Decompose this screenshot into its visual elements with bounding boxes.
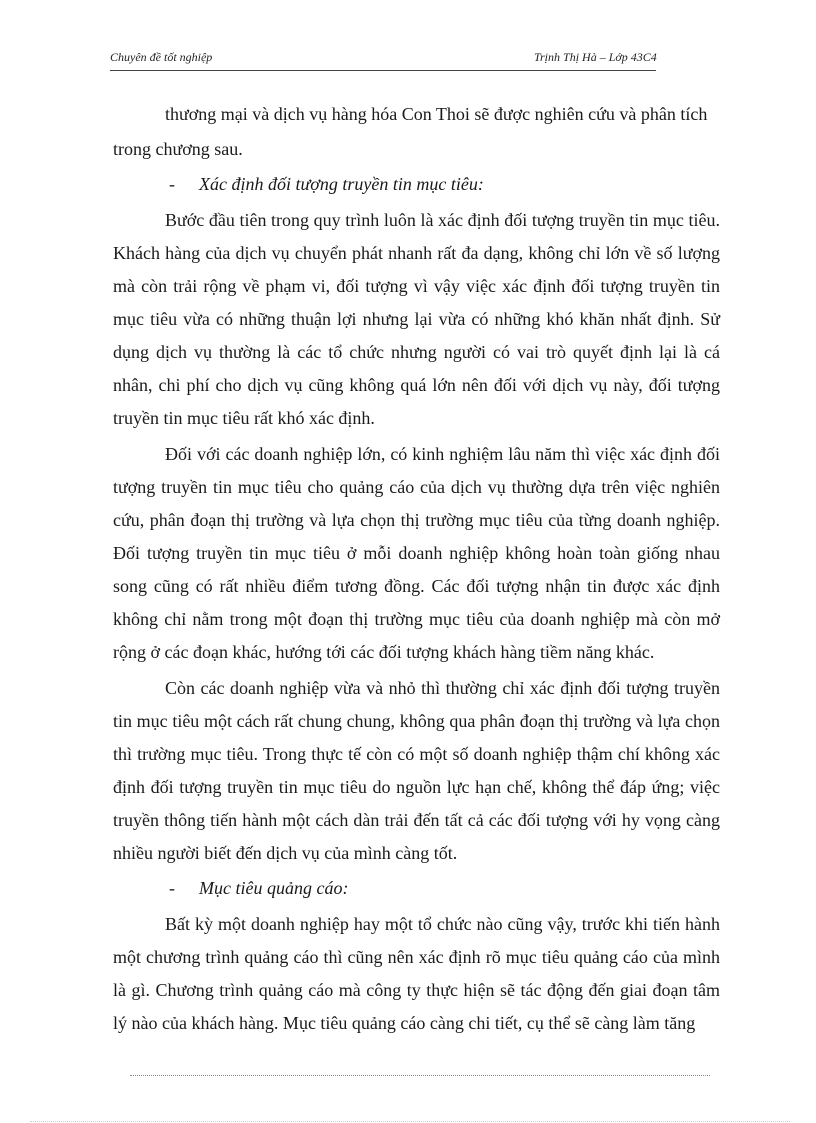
paragraph-text: Còn các doanh nghiệp vừa và nhỏ thì thường chỉ xác định đối tượng truyền tin mục tiêu một cách rất chung chung, không qua phân đoạn thị trường và lựa chọn thì trường mục tiêu. Trong thực tế còn có một số doanh nghiệp thậm chí không xác định đối tượng truyền tin mục tiêu do nguồn lực hạn chế, không thể đáp ứng; việc truyền thông tiến hành một cách dàn trải đến tất cả các đối tượng với hy vọng càng nhiều người biết đến dịch vụ của mình càng tốt. <box>113 678 720 863</box>
footer-divider <box>130 1075 710 1076</box>
paragraph <box>113 204 720 435</box>
paragraph-continuation <box>165 98 720 131</box>
header-divider <box>110 70 656 71</box>
bullet-dash: - <box>169 878 175 898</box>
paragraph <box>113 672 720 870</box>
paragraph-text: Bất kỳ một doanh nghiệp hay một tổ chức nào cũng vậy, trước khi tiến hành một chương trình quảng cáo thì cũng nên xác định rõ mục tiêu quảng cáo của mình là gì. Chương trình quảng cáo mà công ty thực hiện sẽ tác động đến giai đoạn tâm lý nào của khách hàng. Mục tiêu quảng cáo càng chi tiết, cụ thể sẽ càng làm tăng <box>113 914 720 1033</box>
header-document-type: Chuyên đề tốt nghiệp <box>110 50 213 64</box>
bullet-heading-text: Mục tiêu quảng cáo: <box>199 878 349 898</box>
paragraph <box>113 438 720 669</box>
header-author: Trịnh Thị Hà – Lớp 43C4 <box>534 50 657 64</box>
page-bottom-edge <box>30 1121 790 1122</box>
paragraph-line: thương mại và dịch vụ hàng hóa Con Thoi sẽ được nghiên cứu và phân tích <box>165 104 708 124</box>
bullet-heading <box>165 168 720 201</box>
document-body <box>113 98 720 1040</box>
bullet-dash: - <box>169 174 175 194</box>
bullet-heading-text: Xác định đối tượng truyền tin mục tiêu: <box>199 174 484 194</box>
paragraph-text: Bước đầu tiên trong quy trình luôn là xác định đối tượng truyền tin mục tiêu. Khách hàng của dịch vụ chuyển phát nhanh rất đa dạng, không chỉ lớn về số lượng mà còn trải rộng về phạm vi, đối tượng vì vậy việc xác định đối tượng truyền tin mục tiêu vừa có những thuận lợi nhưng lại vừa có những khó khăn nhất định. Sử dụng dịch vụ thường là các tổ chức nhưng người có vai trò quyết định lại là cá nhân, chi phí cho dịch vụ cũng không quá lớn nên đối với dịch vụ này, đối tượng truyền tin mục tiêu rất khó xác định. <box>113 210 720 428</box>
paragraph-text: Đối với các doanh nghiệp lớn, có kinh nghiệm lâu năm thì việc xác định đối tượng truyền tin mục tiêu cho quảng cáo của dịch vụ thường dựa trên việc nghiên cứu, phân đoạn thị trường và lựa chọn thị trường mục tiêu của từng doanh nghiệp. Đối tượng truyền tin mục tiêu ở mỗi doanh nghiệp không hoàn toàn giống nhau song cũng có rất nhiều điểm tương đồng. Các đối tượng nhận tin được xác định không chỉ nằm trong một đoạn thị trường mục tiêu của doanh nghiệp mà còn mở rộng ở các đoạn khác, hướng tới các đối tượng khách hàng tiềm năng khác. <box>113 444 720 662</box>
paragraph-continuation-end <box>113 133 720 166</box>
paragraph <box>113 908 720 1040</box>
paragraph-line: trong chương sau. <box>113 139 243 159</box>
bullet-heading <box>165 872 720 905</box>
